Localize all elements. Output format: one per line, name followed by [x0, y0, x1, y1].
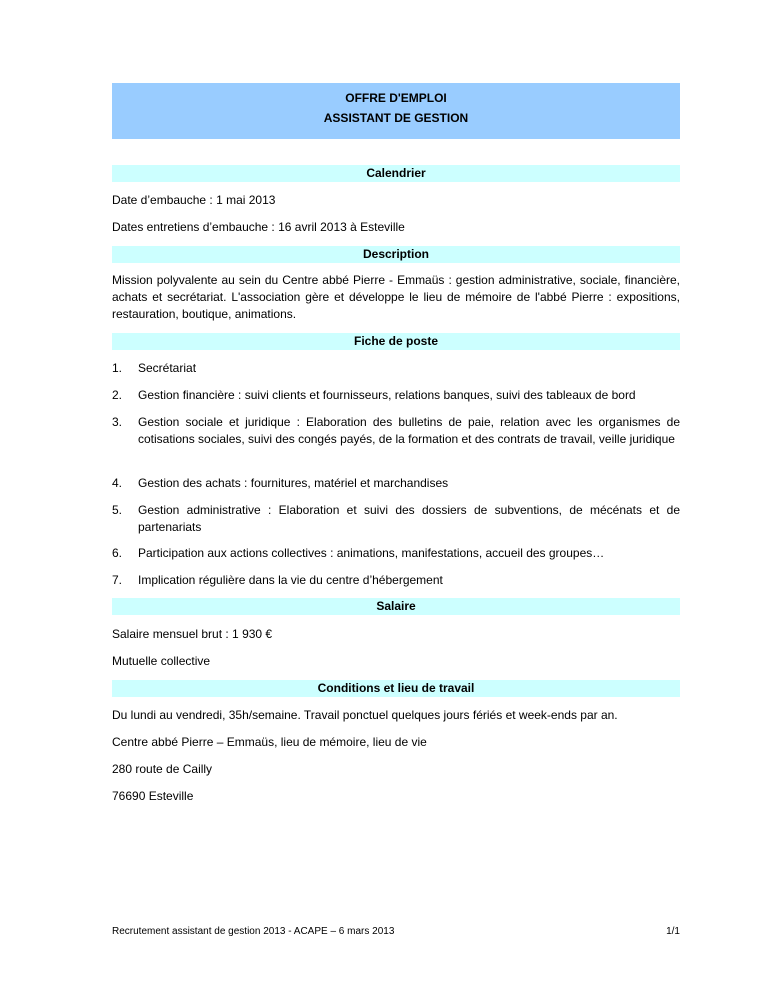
header-job-title: ASSISTANT DE GESTION — [323, 111, 469, 125]
section-conditions-title: Conditions et lieu de travail — [112, 680, 680, 697]
header-band — [112, 83, 680, 139]
list-text: Secrétariat — [138, 361, 197, 375]
header-offre: OFFRE D'EMPLOI — [345, 91, 447, 105]
calendrier-dates-entretiens: Dates entretiens d’embauche : 16 avril 2013 à Esteville — [112, 220, 405, 234]
list-number: 4. — [112, 476, 123, 490]
salaire-mutuelle: Mutuelle collective — [112, 654, 211, 668]
list-number: 1. — [112, 361, 123, 375]
section-calendrier-title: Calendrier — [112, 165, 680, 182]
list-number: 5. — [112, 503, 123, 517]
conditions-lieu: Centre abbé Pierre – Emmaüs, lieu de mémoire, lieu de vie — [112, 735, 427, 749]
list-text: Participation aux actions collectives : animations, manifestations, accueil des groupes… — [138, 546, 605, 560]
salaire-mensuel: Salaire mensuel brut : 1 930 € — [112, 627, 273, 641]
conditions-adresse: 280 route de Cailly — [112, 762, 213, 776]
conditions-horaires: Du lundi au vendredi, 35h/semaine. Travail ponctuel quelques jours fériés et week-ends par an. — [112, 708, 618, 722]
list-number: 6. — [112, 546, 123, 560]
section-description-title: Description — [112, 246, 680, 263]
list-number: 7. — [112, 573, 123, 587]
section-salaire-title: Salaire — [112, 598, 680, 615]
list-number: 2. — [112, 388, 123, 402]
list-number: 3. — [112, 415, 123, 429]
footer-reference: Recrutement assistant de gestion 2013 - ACAPE – 6 mars 2013 — [112, 926, 395, 937]
list-text: Gestion des achats : fournitures, matériel et marchandises — [138, 476, 449, 490]
conditions-code-postal: 76690 Esteville — [112, 789, 194, 803]
calendrier-date-embauche: Date d’embauche : 1 mai 2013 — [112, 193, 276, 207]
footer-page-number: 1/1 — [666, 926, 680, 937]
list-text: Gestion sociale et juridique : Elaboration des bulletins de paie, relation avec les organismes de cotisations sociales, suivi des congés payés, de la formation et des contrats de travail, veille juridique — [138, 415, 680, 446]
list-text: Gestion administrative : Elaboration et suivi des dossiers de subventions, de mécénats et de partenariats — [138, 503, 680, 534]
description-text: Mission polyvalente au sein du Centre abbé Pierre - Emmaüs : gestion administrative, sociale, financière, achats et secrétariat. L'association gère et développe le lieu de mémoire de l'abbé Pierre : expositions, restauration, boutique, animations. — [112, 273, 680, 321]
list-text: Implication régulière dans la vie du centre d’hébergement — [138, 573, 443, 587]
section-fiche-title: Fiche de poste — [112, 333, 680, 350]
list-text: Gestion financière : suivi clients et fournisseurs, relations banques, suivi des tableaux de bord — [138, 388, 636, 402]
